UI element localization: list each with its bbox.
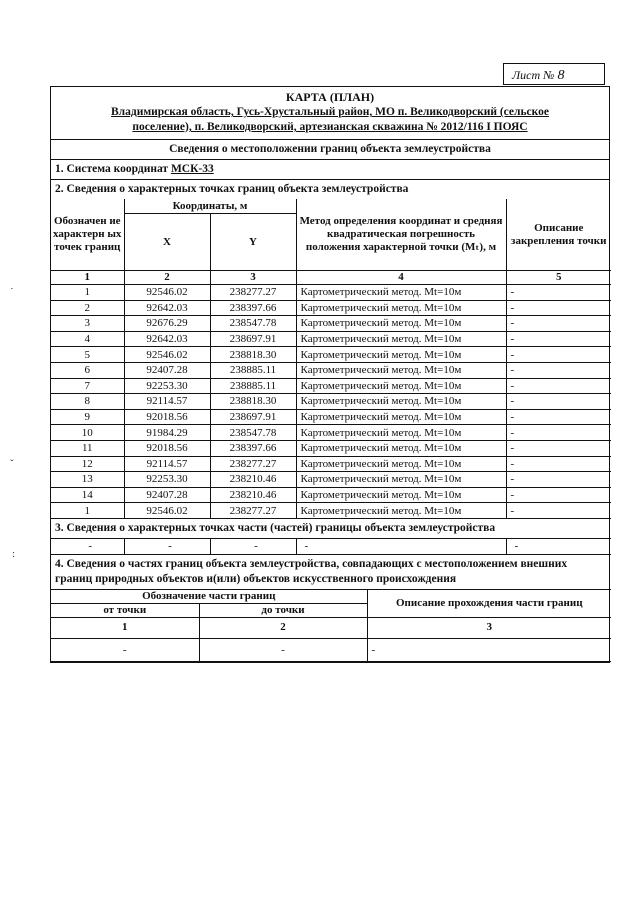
point-x: 92546.02 — [124, 503, 210, 519]
point-method: Картометрический метод. Mt=10м — [296, 440, 506, 456]
col-coords-header: Координаты, м — [124, 199, 296, 214]
point-y: 238818.30 — [210, 394, 296, 410]
col-desc-header: Описание закрепления точки — [506, 199, 611, 271]
coordinate-system-value: МСК-33 — [170, 163, 214, 175]
bnd-num-3: 3 — [367, 617, 611, 638]
object-name-line1: Владимирская область, Гусь-Хрустальный район, МО п. Великодворский (сельское — [111, 106, 549, 118]
point-description: - — [506, 425, 611, 441]
point-y: 238547.78 — [210, 316, 296, 332]
point-method: Картометрический метод. Mt=10м — [296, 300, 506, 316]
margin-mark: ˙ — [10, 286, 14, 298]
points-table — [51, 199, 611, 519]
point-description: - — [506, 503, 611, 519]
point-method: Картометрический метод. Mt=10м — [296, 487, 506, 503]
point-description: - — [506, 472, 611, 488]
designation-header: Обозначение части границ — [51, 589, 367, 603]
point-description: - — [506, 378, 611, 394]
point-y: 238397.66 — [210, 300, 296, 316]
point-x: 92676.29 — [124, 316, 210, 332]
bnd-num-2: 2 — [199, 617, 367, 638]
part-cell: - — [51, 538, 124, 554]
point-row — [51, 503, 611, 519]
point-number: 12 — [51, 456, 124, 472]
point-row — [51, 331, 611, 347]
point-x: 92642.03 — [124, 331, 210, 347]
margin-mark: ˇ — [10, 458, 14, 470]
point-number: 1 — [51, 285, 124, 301]
point-method: Картометрический метод. Mt=10м — [296, 378, 506, 394]
bnd-cell: - — [367, 638, 611, 661]
point-row — [51, 362, 611, 378]
point-y: 238885.11 — [210, 378, 296, 394]
bnd-cell: - — [51, 638, 199, 661]
coordinate-system-label: 1. Система координат — [55, 163, 169, 175]
section4-title: 4. Сведения о частях границ объекта землеустройства, совпадающих с местоположением внешних границ природных объектов и(или) объектов искусственного происхождения — [55, 557, 568, 585]
map-title: КАРТА (ПЛАН) — [285, 90, 375, 104]
point-method: Картометрический метод. Mt=10м — [296, 347, 506, 363]
description-header: Описание прохождения части границ — [367, 589, 611, 617]
col-x-header: X — [124, 214, 210, 271]
bnd-num-1: 1 — [51, 617, 199, 638]
point-number: 4 — [51, 331, 124, 347]
point-number: 3 — [51, 316, 124, 332]
point-number: 10 — [51, 425, 124, 441]
point-method: Картометрический метод. Mt=10м — [296, 409, 506, 425]
object-name-line2: поселение), п. Великодворский, артезианская скважина № 2012/116 I ПОЯС — [132, 121, 528, 133]
col-num-2: 2 — [124, 271, 210, 285]
point-method: Картометрический метод. Mt=10м — [296, 456, 506, 472]
from-point-header: от точки — [51, 603, 199, 617]
point-method: Картометрический метод. Mt=10м — [296, 362, 506, 378]
point-description: - — [506, 394, 611, 410]
point-method: Картометрический метод. Mt=10м — [296, 285, 506, 301]
point-x: 92114.57 — [124, 394, 210, 410]
point-description: - — [506, 331, 611, 347]
point-description: - — [506, 487, 611, 503]
point-row — [51, 409, 611, 425]
boundary-parts-table — [51, 589, 611, 662]
sheet-number: 8 — [557, 68, 565, 83]
point-number: 2 — [51, 300, 124, 316]
sheet-number-box — [503, 63, 605, 85]
point-description: - — [506, 362, 611, 378]
point-y: 238397.66 — [210, 440, 296, 456]
col-num-4: 4 — [296, 271, 506, 285]
point-y: 238547.78 — [210, 425, 296, 441]
section2-title: 2. Сведения о характерных точках границ объекта землеустройства — [55, 183, 409, 195]
section3-title: 3. Сведения о характерных точках части (частей) границы объекта землеустройства — [55, 521, 496, 534]
point-y: 238697.91 — [210, 409, 296, 425]
point-description: - — [506, 285, 611, 301]
col-method-header: Метод определения координат и средняя квадратическая погрешность положения характерной точки (Mₜ), м — [296, 199, 506, 271]
document-header — [51, 87, 609, 140]
col-num-5: 5 — [506, 271, 611, 285]
point-y: 238818.30 — [210, 347, 296, 363]
point-y: 238277.27 — [210, 456, 296, 472]
point-description: - — [506, 347, 611, 363]
point-y: 238885.11 — [210, 362, 296, 378]
point-y: 238210.46 — [210, 487, 296, 503]
point-number: 11 — [51, 440, 124, 456]
point-x: 92018.56 — [124, 440, 210, 456]
point-description: - — [506, 409, 611, 425]
point-row — [51, 456, 611, 472]
part-cell: - — [506, 538, 611, 554]
point-x: 92407.28 — [124, 487, 210, 503]
bnd-cell: - — [199, 638, 367, 661]
info-title: Сведения о местоположении границ объекта землеустройства — [51, 140, 609, 160]
point-method: Картометрический метод. Mt=10м — [296, 472, 506, 488]
point-method: Картометрический метод. Mt=10м — [296, 503, 506, 519]
point-x: 92253.30 — [124, 472, 210, 488]
point-y: 238210.46 — [210, 472, 296, 488]
part-cell: - — [296, 538, 506, 554]
point-x: 92642.03 — [124, 300, 210, 316]
point-x: 91984.29 — [124, 425, 210, 441]
point-row — [51, 285, 611, 301]
point-x: 92253.30 — [124, 378, 210, 394]
margin-mark: : — [12, 548, 16, 560]
sheet-label: Лист № — [512, 68, 555, 82]
point-number: 8 — [51, 394, 124, 410]
document-form — [50, 86, 610, 663]
col-num-3: 3 — [210, 271, 296, 285]
to-point-header: до точки — [199, 603, 367, 617]
col-y-header: Y — [210, 214, 296, 271]
point-number: 1 — [51, 503, 124, 519]
point-method: Картометрический метод. Mt=10м — [296, 394, 506, 410]
point-method: Картометрический метод. Mt=10м — [296, 316, 506, 332]
point-row — [51, 378, 611, 394]
point-number: 5 — [51, 347, 124, 363]
section-coordinate-system — [51, 160, 609, 180]
col-point-header: Обозначен ие характерн ых точек границ — [51, 199, 124, 271]
point-number: 6 — [51, 362, 124, 378]
point-x: 92546.02 — [124, 285, 210, 301]
point-description: - — [506, 316, 611, 332]
point-row — [51, 472, 611, 488]
point-row — [51, 300, 611, 316]
point-row — [51, 394, 611, 410]
point-y: 238697.91 — [210, 331, 296, 347]
point-x: 92546.02 — [124, 347, 210, 363]
point-number: 9 — [51, 409, 124, 425]
part-cell: - — [210, 538, 296, 554]
point-number: 7 — [51, 378, 124, 394]
point-row — [51, 347, 611, 363]
point-description: - — [506, 456, 611, 472]
point-row — [51, 316, 611, 332]
point-row — [51, 425, 611, 441]
point-row — [51, 487, 611, 503]
point-x: 92407.28 — [124, 362, 210, 378]
point-y: 238277.27 — [210, 285, 296, 301]
point-y: 238277.27 — [210, 503, 296, 519]
point-number: 13 — [51, 472, 124, 488]
point-description: - — [506, 300, 611, 316]
col-num-1: 1 — [51, 271, 124, 285]
point-x: 92018.56 — [124, 409, 210, 425]
point-row — [51, 440, 611, 456]
point-method: Картометрический метод. Mt=10м — [296, 331, 506, 347]
point-description: - — [506, 440, 611, 456]
point-number: 14 — [51, 487, 124, 503]
part-cell: - — [124, 538, 210, 554]
point-x: 92114.57 — [124, 456, 210, 472]
point-method: Картометрический метод. Mt=10м — [296, 425, 506, 441]
part-points-table — [51, 538, 611, 555]
